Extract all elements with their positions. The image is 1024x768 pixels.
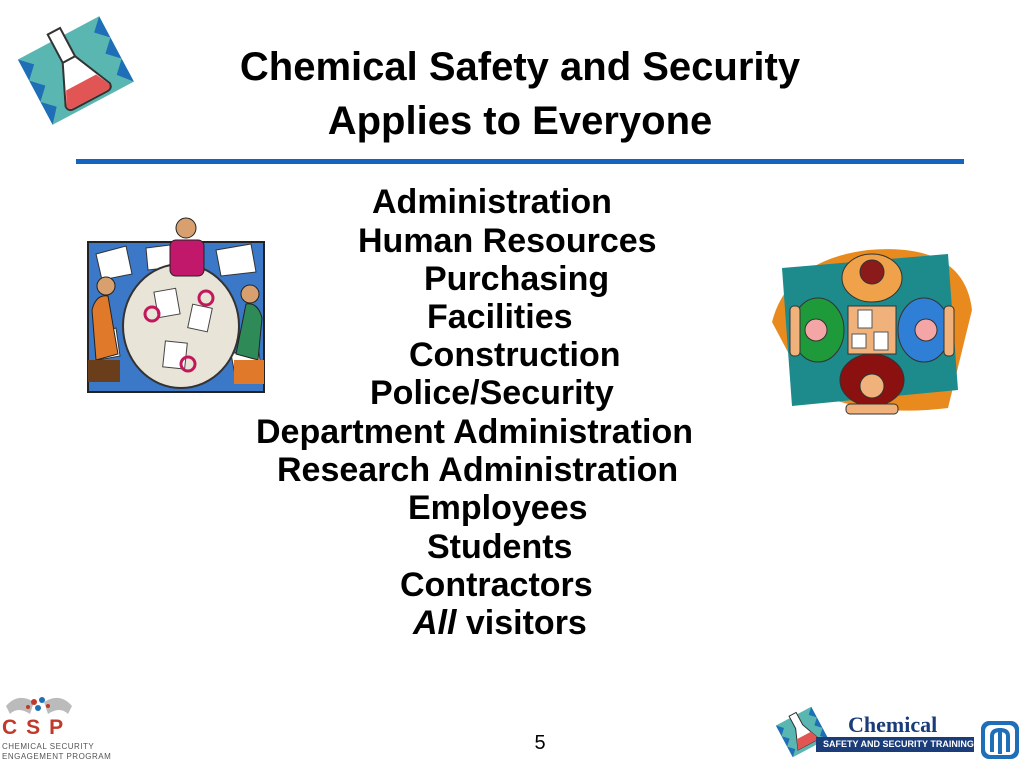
list-item: Students — [427, 528, 573, 566]
list-item-rest: visitors — [456, 604, 587, 642]
list-item: Facilities — [427, 298, 573, 336]
sandia-logo-icon — [980, 720, 1020, 760]
title-divider — [76, 159, 964, 164]
list-item: Employees — [408, 489, 588, 527]
list-item: Police/Security — [370, 374, 614, 412]
list-item: Human Resources — [358, 222, 657, 260]
list-item: Department Administration — [256, 413, 694, 451]
page-title — [150, 40, 890, 148]
title-line-2: Applies to Everyone — [327, 99, 713, 143]
flask-logo-icon — [10, 12, 140, 130]
list-item: Contractors — [400, 566, 593, 604]
list-item-last — [413, 604, 587, 642]
list-item: Purchasing — [424, 260, 610, 298]
csp-logo — [4, 692, 74, 718]
banner-subtitle: SAFETY AND SECURITY TRAINING — [823, 739, 974, 749]
title-line-1: Chemical Safety and Security — [239, 45, 801, 89]
list-item: Research Administration — [277, 451, 679, 489]
meeting-table-clipart — [86, 214, 268, 396]
csp-letters: CSP — [2, 716, 73, 739]
round-table-clipart — [768, 240, 976, 418]
csp-subtitle-line-2: ENGAGEMENT PROGRAM — [2, 752, 112, 761]
emphasis-text: All — [413, 604, 457, 642]
list-item: Construction — [409, 336, 621, 374]
csp-subtitle — [2, 742, 111, 762]
csp-subtitle-line-1: CHEMICAL SECURITY — [2, 742, 95, 751]
page-number: 5 — [534, 732, 546, 754]
list-item: Administration — [372, 183, 612, 221]
banner-title: Chemical — [848, 712, 938, 737]
